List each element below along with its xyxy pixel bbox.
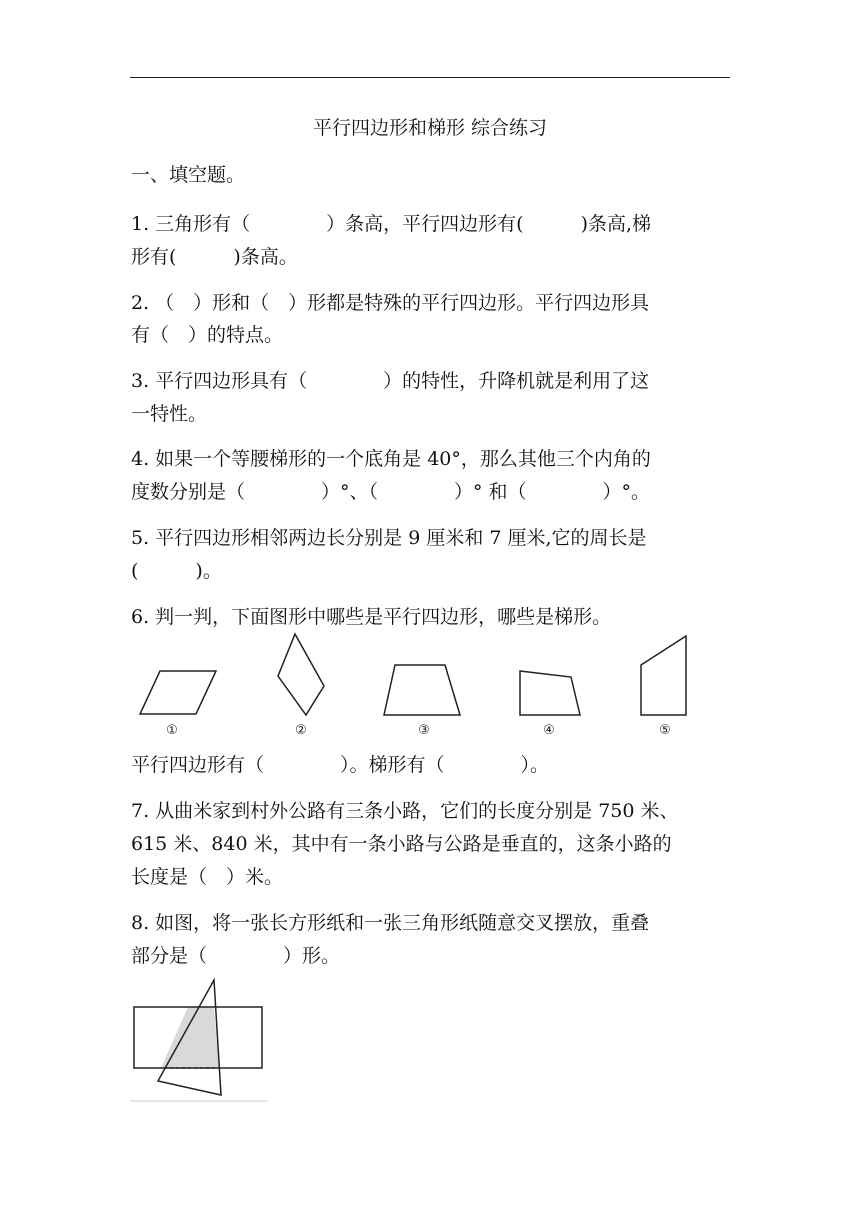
q2-line-2: 有（ ）的特点。 [131,324,284,346]
q7-line-1: 7. 从曲米家到村外公路有三条小路，它们的长度分别是 750 米、 [131,800,679,822]
q5-line-1: 5. 平行四边形相邻两边长分别是 9 厘米和 7 厘米,它的周长是 [131,527,647,549]
shape-5-right-trapezoid [641,636,686,715]
page-title: 平行四边形和梯形 综合练习 [312,117,548,139]
q6-line-1: 6. 判一判，下面图形中哪些是平行四边形，哪些是梯形。 [131,606,612,628]
shape-4-quadrilateral [520,671,580,715]
quadrilateral-figures [130,628,710,740]
q4-line-1: 4. 如果一个等腰梯形的一个底角是 40°，那么其他三个内角的 [131,448,651,470]
shape-1-label: ① [166,723,178,738]
shape-2-label: ② [295,723,307,738]
q3-line-1: 3. 平行四边形具有（ ）的特性，升降机就是利用了这 [131,370,650,392]
q7-line-3: 长度是（ ）米。 [131,866,284,888]
shape-5-label: ⑤ [659,723,671,738]
section-heading: 一、填空题。 [131,164,246,186]
q3-line-2: 一特性。 [131,403,208,425]
overlap-figure [128,975,270,1105]
q2-line-1: 2. （ ）形和（ ）形都是特殊的平行四边形。平行四边形具 [131,292,650,314]
shape-3-label: ③ [418,723,430,738]
q6-answer-line: 平行四边形有（ ）。梯形有（ ）。 [131,754,550,776]
header-rule [130,77,730,78]
shape-3-trapezoid [384,665,460,715]
q4-line-2: 度数分别是（ ）°、（ ）° 和（ ）°。 [131,481,651,503]
q5-line-2: ( )。 [131,560,222,582]
q1-line-2: 形有( )条高。 [131,246,298,268]
q7-line-2: 615 米、840 米，其中有一条小路与公路是垂直的，这条小路的 [131,833,672,855]
q8-line-2: 部分是（ ）形。 [131,945,341,967]
q1-line-1: 1. 三角形有（ ）条高，平行四边形有( )条高,梯 [131,213,652,235]
shape-1-parallelogram [140,671,216,714]
q8-line-1: 8. 如图，将一张长方形纸和一张三角形纸随意交叉摆放，重叠 [131,912,650,934]
shape-4-label: ④ [543,723,555,738]
shape-2-rhombus [278,634,324,715]
